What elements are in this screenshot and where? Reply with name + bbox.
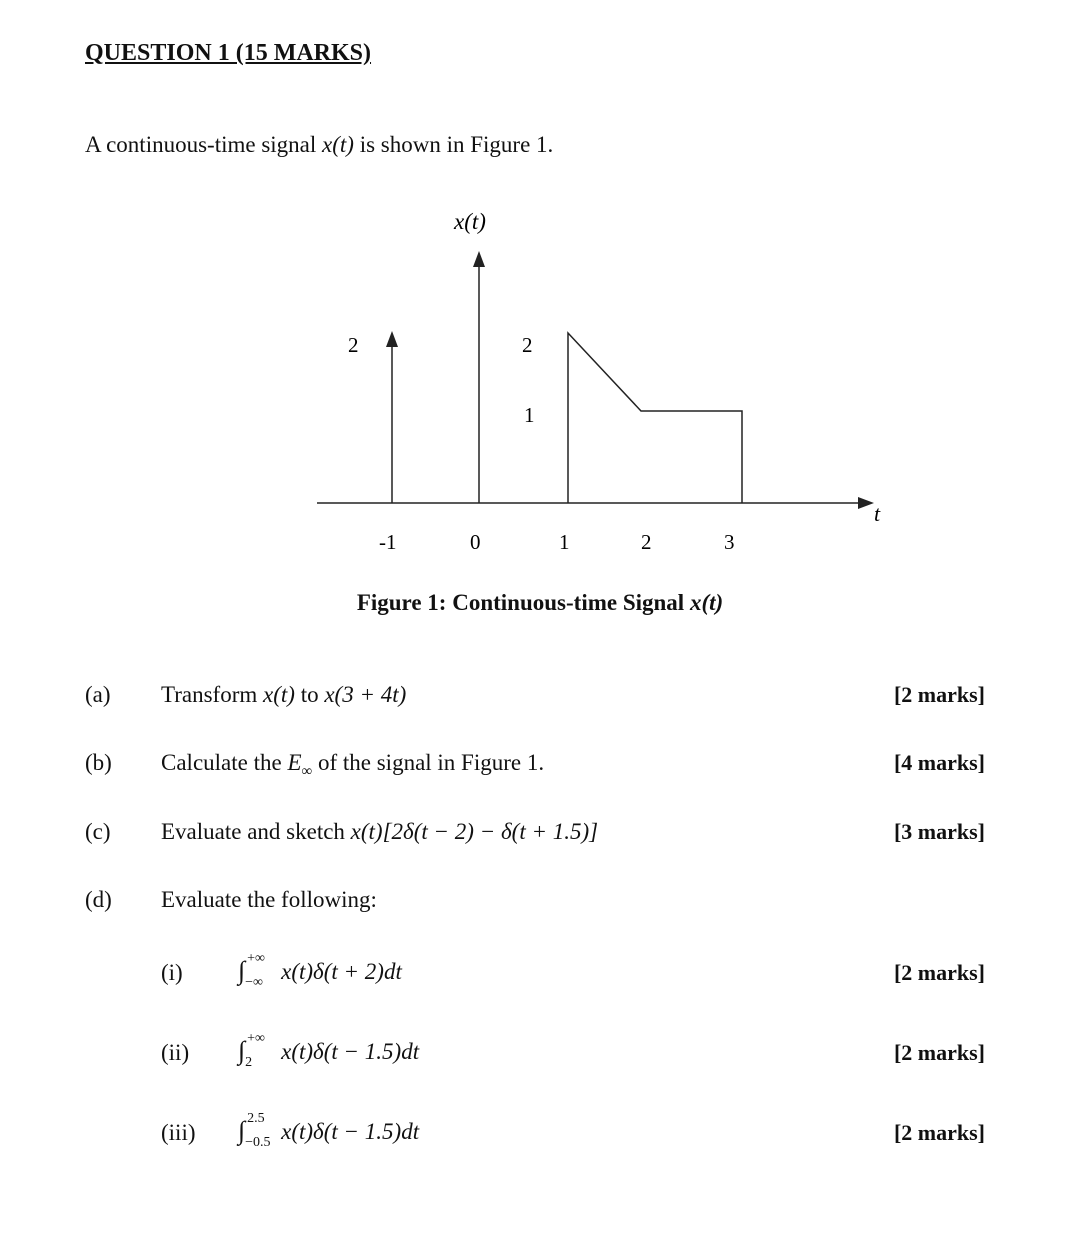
upper-limit: 2.5 [247, 1110, 265, 1126]
integral-sign-icon: ∫ [238, 1036, 246, 1065]
subquestion-ii-marks: [2 marks] [893, 1040, 985, 1065]
level-label-1: 1 [524, 403, 535, 427]
q-b-before: Calculate the [161, 750, 288, 775]
subquestion-ii-label: (ii) [161, 1040, 190, 1065]
y-axis-arrow-icon [473, 251, 485, 267]
x-tick-0: 0 [470, 530, 481, 554]
q-a-before: Transform [161, 682, 264, 707]
subquestion-i-marks: [2 marks] [893, 960, 985, 985]
intro-after: is shown in Figure 1. [353, 132, 554, 157]
question-d-text: Evaluate the following: [161, 887, 377, 912]
x-tick-minus-1: -1 [379, 530, 397, 554]
integral-sign-icon: ∫ [238, 1116, 246, 1145]
lower-limit: −∞ [245, 974, 264, 990]
integral-limits [245, 950, 281, 990]
question-a-text [161, 682, 406, 708]
intro-math: x(t) [322, 132, 354, 157]
lower-limit: −0.5 [245, 1134, 271, 1150]
question-c-marks: [3 marks] [893, 819, 985, 844]
subquestion-iii-marks: [2 marks] [893, 1120, 985, 1145]
impulse-arrow-icon [386, 331, 398, 347]
q-c-before: Evaluate and sketch [161, 819, 351, 844]
figure-caption [0, 590, 1080, 616]
q-c-math: x(t)[2δ(t − 2) − δ(t + 1.5)] [350, 819, 599, 844]
signal-waveform [568, 333, 742, 503]
question-a-marks: [2 marks] [893, 682, 985, 707]
q-a-mid: to [294, 682, 325, 707]
impulse-label-0: 2 [522, 333, 533, 357]
q-b-math: E [287, 750, 302, 775]
question-b-marks: [4 marks] [893, 750, 985, 775]
signal-figure [300, 195, 900, 555]
question-c-text [161, 819, 598, 845]
question-c-label: (c) [85, 819, 111, 844]
x-tick-2: 2 [641, 530, 652, 554]
upper-limit: +∞ [247, 1030, 266, 1046]
lower-limit: 2 [245, 1054, 253, 1070]
question-b-text [161, 750, 544, 781]
integral-limits [245, 1030, 281, 1070]
question-title: QUESTION 1 (15 MARKS) [85, 40, 372, 66]
q-b-sub: ∞ [301, 763, 313, 780]
x-tick-1: 1 [559, 530, 570, 554]
subquestion-iii-integral [238, 1110, 420, 1150]
q-a-math2: x(3 + 4t) [324, 682, 407, 707]
subquestion-i-label: (i) [161, 960, 183, 985]
intro-sentence [85, 132, 553, 158]
question-a-label: (a) [85, 682, 111, 707]
subquestion-i-integral [238, 950, 402, 990]
subquestion-ii-integral [238, 1030, 420, 1070]
t-axis-label: t [874, 501, 881, 526]
question-b-label: (b) [85, 750, 112, 775]
x-tick-3: 3 [724, 530, 735, 554]
integral-sign-icon: ∫ [238, 956, 246, 985]
q-b-after: of the signal in Figure 1. [312, 750, 545, 775]
q-a-math1: x(t) [263, 682, 295, 707]
integrand: x(t)δ(t + 2)dt [281, 959, 402, 984]
caption-math: x(t) [689, 590, 724, 615]
subquestion-iii-label: (iii) [161, 1120, 196, 1145]
upper-limit: +∞ [247, 950, 266, 966]
question-d-label: (d) [85, 887, 112, 912]
impulse-label-minus-1: 2 [348, 333, 359, 357]
integral-limits [245, 1110, 281, 1150]
y-axis-label: x(t) [454, 209, 486, 234]
integrand: x(t)δ(t − 1.5)dt [281, 1119, 420, 1144]
caption-text: Figure 1: Continuous-time Signal [356, 590, 690, 615]
intro-before: A continuous-time signal [85, 132, 323, 157]
t-axis-arrow-icon [858, 497, 874, 509]
integrand: x(t)δ(t − 1.5)dt [281, 1039, 420, 1064]
